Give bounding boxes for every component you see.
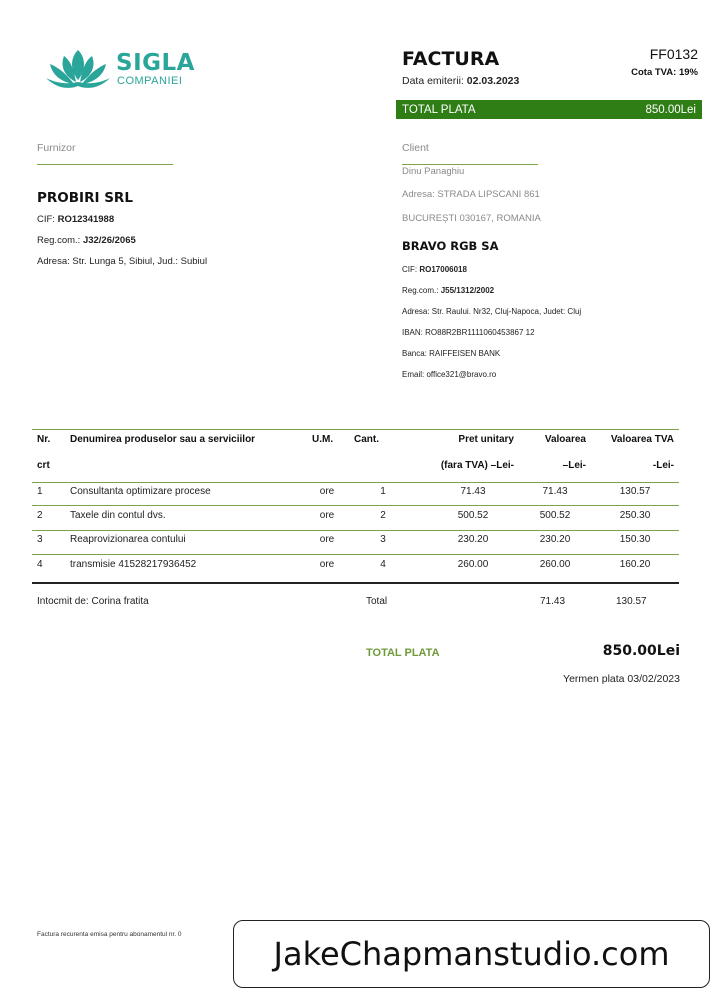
row-tva: 160.20 xyxy=(619,559,651,570)
row-price: 260.00 xyxy=(457,559,489,570)
total-tva: 130.57 xyxy=(616,596,647,607)
invoice-number: FF0132 xyxy=(649,46,698,62)
prepared-by: Intocmit de: Corina fratita xyxy=(37,596,149,607)
row-price: 230.20 xyxy=(457,534,489,545)
row-nr: 3 xyxy=(37,534,43,545)
row-name: transmisie 41528217936452 xyxy=(70,559,197,570)
row-um: ore xyxy=(319,510,335,521)
client-reg-value: J55/1312/2002 xyxy=(440,286,495,295)
client-contact: Dinu Panaghiu xyxy=(402,166,465,177)
client-cif-label: CIF: xyxy=(402,265,418,274)
watermark: JakeChapmanstudio.com xyxy=(233,920,710,988)
lotus-icon xyxy=(42,44,114,94)
row-nr: 1 xyxy=(37,486,43,497)
row-divider xyxy=(32,530,679,531)
client-address-line1: Adresa: STRADA LIPSCANI 861 xyxy=(402,189,540,200)
row-qty: 1 xyxy=(380,486,386,497)
col-header-value-sub: –Lei- xyxy=(562,460,586,471)
total-plata-label: TOTAL PLATA xyxy=(366,647,440,659)
invoice-date-value: 02.03.2023 xyxy=(466,75,520,87)
client-email: Email: office321@bravo.ro xyxy=(402,370,497,379)
row-nr: 4 xyxy=(37,559,43,570)
invoice-date xyxy=(402,75,519,87)
supplier-section-label: Furnizor xyxy=(37,142,76,154)
row-divider xyxy=(32,554,679,555)
company-logo xyxy=(42,44,212,94)
client-address: Adresa: Str. Raului. Nr32, Cluj-Napoca, Judet: Cluj xyxy=(402,307,582,316)
col-header-nr: Nr. xyxy=(37,434,51,445)
col-header-nr-crt: crt xyxy=(37,460,50,471)
row-um: ore xyxy=(319,534,335,545)
table-bottom-border xyxy=(32,582,679,584)
row-name: Taxele din contul dvs. xyxy=(70,510,166,521)
row-um: ore xyxy=(319,486,335,497)
row-nr: 2 xyxy=(37,510,43,521)
table-header-divider xyxy=(32,482,679,483)
invoice-title: FACTURA xyxy=(402,48,500,70)
col-header-tva-sub: -Lei- xyxy=(652,460,674,471)
total-banner xyxy=(396,100,702,119)
logo-main-text: SIGLA xyxy=(116,50,195,76)
payment-due: Yermen plata 03/02/2023 xyxy=(563,673,680,685)
row-price: 71.43 xyxy=(460,486,486,497)
col-header-tva: Valoarea TVA xyxy=(610,434,674,445)
client-divider xyxy=(402,164,538,165)
row-tva: 250.30 xyxy=(619,510,651,521)
invoice-date-label: Data emiterii: xyxy=(402,75,464,87)
row-price: 500.52 xyxy=(457,510,489,521)
supplier-cif-label: CIF: xyxy=(37,214,55,225)
row-value: 260.00 xyxy=(539,559,571,570)
client-section-label: Client xyxy=(402,142,429,154)
row-divider xyxy=(32,505,679,506)
client-cif-value: RO17006018 xyxy=(419,265,467,274)
client-iban: IBAN: RO88R2BR1111060453867 12 xyxy=(402,328,535,337)
supplier-name: PROBIRI SRL xyxy=(37,190,133,206)
row-value: 71.43 xyxy=(542,486,568,497)
client-reg xyxy=(402,286,494,295)
supplier-reg-label: Reg.com.: xyxy=(37,235,81,246)
supplier-reg-value: J32/26/2065 xyxy=(82,235,136,246)
recurring-note: Factura recurenta emisa pentru abonamentul nr. 0 xyxy=(37,931,182,938)
supplier-divider xyxy=(37,164,173,165)
client-reg-label: Reg.com.: xyxy=(402,286,439,295)
client-address-line2: BUCUREȘTI 030167, ROMANIA xyxy=(402,213,541,224)
supplier-cif-value: RO12341988 xyxy=(57,214,115,225)
row-value: 500.52 xyxy=(539,510,571,521)
supplier-address: Adresa: Str. Lunga 5, Sibiul, Jud.: Subiul xyxy=(37,256,208,267)
col-header-price: Pret unitary xyxy=(458,434,514,445)
logo-sub-text: COMPANIEI xyxy=(117,75,183,87)
row-value: 230.20 xyxy=(539,534,571,545)
col-header-name: Denumirea produselor sau a serviciilor xyxy=(70,434,256,445)
supplier-cif xyxy=(37,214,114,225)
invoice-tva-rate: Cota TVA: 19% xyxy=(631,67,698,78)
total-banner-label: TOTAL PLATA xyxy=(402,103,476,116)
row-tva: 130.57 xyxy=(619,486,651,497)
row-name: Reaprovizionarea contului xyxy=(70,534,186,545)
row-um: ore xyxy=(319,559,335,570)
row-qty: 4 xyxy=(380,559,386,570)
row-qty: 2 xyxy=(380,510,386,521)
row-qty: 3 xyxy=(380,534,386,545)
total-label: Total xyxy=(366,596,388,607)
client-bank: Banca: RAIFFEISEN BANK xyxy=(402,349,501,358)
client-cif xyxy=(402,265,467,274)
client-name: BRAVO RGB SA xyxy=(402,239,499,253)
total-banner-value: 850.00Lei xyxy=(645,103,696,116)
total-value: 71.43 xyxy=(540,596,566,607)
row-tva: 150.30 xyxy=(619,534,651,545)
col-header-um: U.M. xyxy=(312,434,334,445)
col-header-qty: Cant. xyxy=(354,434,379,445)
supplier-reg xyxy=(37,235,136,246)
col-header-price-sub: (fara TVA) –Lei- xyxy=(440,460,514,471)
col-header-value: Valoarea xyxy=(544,434,586,445)
table-top-border xyxy=(32,429,679,430)
row-name: Consultanta optimizare procese xyxy=(70,486,211,497)
total-plata-value: 850.00Lei xyxy=(602,643,680,659)
